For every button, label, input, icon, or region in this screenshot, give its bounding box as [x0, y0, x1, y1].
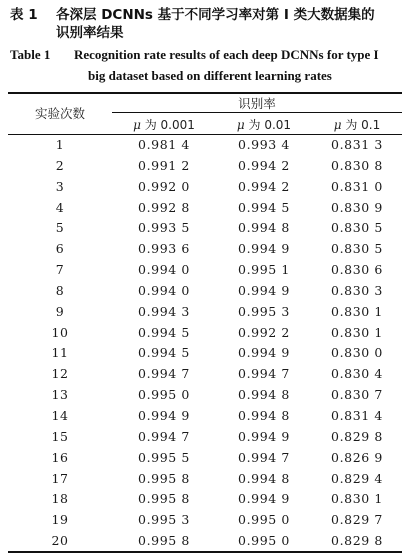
rate-lr-01-cell: 0.830 0 — [331, 345, 383, 361]
rate-lr-0001-cell: 0.994 5 — [138, 324, 190, 340]
mu-symbol: μ — [333, 118, 342, 132]
trial-number-cell: 9 — [55, 303, 65, 319]
rate-lr-0001-cell: 0.992 0 — [138, 178, 190, 194]
table-row — [8, 509, 402, 530]
rate-lr-0001-cell: 0.995 5 — [138, 449, 190, 465]
rate-lr-0001-cell: 0.993 5 — [138, 220, 190, 236]
rate-lr-0001-cell: 0.994 0 — [138, 282, 190, 298]
trial-number-cell: 7 — [55, 262, 65, 278]
rate-lr-01-cell: 0.830 8 — [331, 157, 383, 173]
table-row — [8, 384, 402, 405]
header-recognition-rate: 识别率 — [238, 96, 276, 111]
rate-lr-01-cell: 0.826 9 — [331, 449, 383, 465]
trial-number-cell: 1 — [55, 137, 65, 152]
trial-number-cell: 16 — [51, 449, 69, 465]
rate-lr-001-cell: 0.995 0 — [238, 533, 290, 549]
header-lr-0001 — [112, 116, 216, 133]
rate-lr-001-cell: 0.994 2 — [238, 157, 290, 173]
trial-number-cell: 6 — [55, 241, 65, 257]
mu-symbol: μ — [236, 118, 245, 132]
rate-lr-0001-cell: 0.995 3 — [138, 512, 190, 528]
table-row — [8, 426, 402, 447]
table-row — [8, 530, 402, 551]
trial-number-cell: 12 — [51, 366, 69, 382]
table-row — [8, 405, 402, 426]
table-row — [8, 259, 402, 280]
caption-english-line-1: Recognition rate results of each deep DCNNs for type I — [74, 47, 379, 62]
caption-english-line-2: big dataset based on different learning rates — [88, 68, 332, 83]
rate-lr-01-cell: 0.830 4 — [331, 366, 383, 382]
trial-number-cell: 20 — [51, 533, 69, 549]
table-group-rule — [112, 112, 402, 113]
table-row — [8, 155, 402, 176]
rate-lr-001-cell: 0.992 2 — [238, 324, 290, 340]
trial-number-cell: 18 — [51, 491, 69, 507]
rate-lr-001-cell: 0.994 9 — [238, 345, 290, 361]
table-bottom-rule — [8, 551, 402, 553]
rate-lr-001-cell: 0.994 9 — [238, 282, 290, 298]
table-row — [8, 197, 402, 218]
rate-lr-001-cell: 0.994 8 — [238, 470, 290, 486]
table-row — [8, 447, 402, 468]
trial-number-cell: 10 — [51, 324, 69, 340]
rate-lr-001-cell: 0.995 3 — [238, 303, 290, 319]
rate-lr-001-cell: 0.994 8 — [238, 407, 290, 423]
rate-lr-01-cell: 0.830 7 — [331, 387, 383, 403]
rate-lr-0001-cell: 0.992 8 — [138, 199, 190, 215]
rate-lr-01-cell: 0.829 8 — [331, 428, 383, 444]
rate-lr-0001-cell: 0.991 2 — [138, 157, 190, 173]
table-body — [8, 134, 402, 551]
rate-lr-01-cell: 0.830 3 — [331, 282, 383, 298]
rate-lr-001-cell: 0.993 4 — [238, 137, 290, 152]
rate-lr-01-cell: 0.829 7 — [331, 512, 383, 528]
rate-lr-001-cell: 0.994 8 — [238, 387, 290, 403]
rate-lr-01-cell: 0.830 5 — [331, 241, 383, 257]
mu-symbol: μ — [133, 118, 141, 132]
caption-chinese-line-2: 识别率结果 — [56, 25, 124, 41]
rate-lr-0001-cell: 0.981 4 — [138, 137, 190, 152]
trial-number-cell: 19 — [51, 512, 69, 528]
rate-lr-01-cell: 0.830 9 — [331, 199, 383, 215]
table-row — [8, 322, 402, 343]
table-row — [8, 301, 402, 322]
trial-number-cell: 3 — [55, 178, 65, 194]
table-row — [8, 342, 402, 363]
trial-number-cell: 8 — [55, 282, 65, 298]
rate-lr-01-cell: 0.831 4 — [331, 407, 383, 423]
rate-lr-01-cell: 0.829 8 — [331, 533, 383, 549]
table-row — [8, 238, 402, 259]
rate-lr-001-cell: 0.994 9 — [238, 491, 290, 507]
rate-lr-0001-cell: 0.994 7 — [138, 366, 190, 382]
rate-lr-0001-cell: 0.995 8 — [138, 491, 190, 507]
rate-lr-0001-cell: 0.993 6 — [138, 241, 190, 257]
trial-number-cell: 5 — [55, 220, 65, 236]
rate-lr-01-cell: 0.830 5 — [331, 220, 383, 236]
trial-number-cell: 4 — [55, 199, 65, 215]
rate-lr-01-cell: 0.830 1 — [331, 491, 383, 507]
rate-lr-01-cell: 0.830 1 — [331, 303, 383, 319]
table-number-english: Table 1 — [10, 47, 51, 62]
rate-lr-0001-cell: 0.994 5 — [138, 345, 190, 361]
rate-lr-001-cell: 0.995 1 — [238, 262, 290, 278]
rate-lr-0001-cell: 0.995 0 — [138, 387, 190, 403]
table-caption-english — [10, 44, 404, 86]
rate-lr-001-cell: 0.994 5 — [238, 199, 290, 215]
trial-number-cell: 17 — [51, 470, 69, 486]
table-row — [8, 134, 402, 155]
header-lr-01-label: 为 0.1 — [341, 118, 381, 132]
table-caption-chinese — [10, 6, 404, 42]
rate-lr-01-cell: 0.830 1 — [331, 324, 383, 340]
rate-lr-0001-cell: 0.994 0 — [138, 262, 190, 278]
rate-lr-001-cell: 0.994 9 — [238, 241, 290, 257]
rate-lr-0001-cell: 0.994 9 — [138, 407, 190, 423]
trial-number-cell: 14 — [51, 407, 69, 423]
table-row — [8, 468, 402, 489]
table-row — [8, 176, 402, 197]
rate-lr-0001-cell: 0.994 3 — [138, 303, 190, 319]
rate-lr-01-cell: 0.831 0 — [331, 178, 383, 194]
rate-lr-001-cell: 0.994 7 — [238, 449, 290, 465]
header-lr-01 — [312, 116, 402, 133]
table-row — [8, 217, 402, 238]
rate-lr-01-cell: 0.829 4 — [331, 470, 383, 486]
table-row — [8, 363, 402, 384]
header-lr-001 — [216, 116, 312, 133]
rate-lr-0001-cell: 0.994 7 — [138, 428, 190, 444]
header-lr-0001-label: 为 0.001 — [140, 118, 195, 132]
rate-lr-001-cell: 0.994 2 — [238, 178, 290, 194]
rate-lr-01-cell: 0.830 6 — [331, 262, 383, 278]
rate-lr-0001-cell: 0.995 8 — [138, 470, 190, 486]
trial-number-cell: 2 — [55, 157, 65, 173]
trial-number-cell: 11 — [51, 345, 69, 361]
rate-lr-0001-cell: 0.995 8 — [138, 533, 190, 549]
table-row — [8, 488, 402, 509]
header-lr-001-label: 为 0.01 — [244, 118, 292, 132]
table-number-chinese: 表 1 — [10, 7, 38, 23]
header-trial-number: 实验次数 — [34, 106, 85, 121]
table-row — [8, 280, 402, 301]
rate-lr-01-cell: 0.831 3 — [331, 137, 383, 152]
rate-lr-001-cell: 0.995 0 — [238, 512, 290, 528]
rate-lr-001-cell: 0.994 8 — [238, 220, 290, 236]
trial-number-cell: 13 — [51, 387, 69, 403]
rate-lr-001-cell: 0.994 7 — [238, 366, 290, 382]
rate-lr-001-cell: 0.994 9 — [238, 428, 290, 444]
trial-number-cell: 15 — [51, 428, 69, 444]
caption-chinese-line-1: 各深层 DCNNs 基于不同学习率对第 I 类大数据集的 — [56, 7, 375, 23]
